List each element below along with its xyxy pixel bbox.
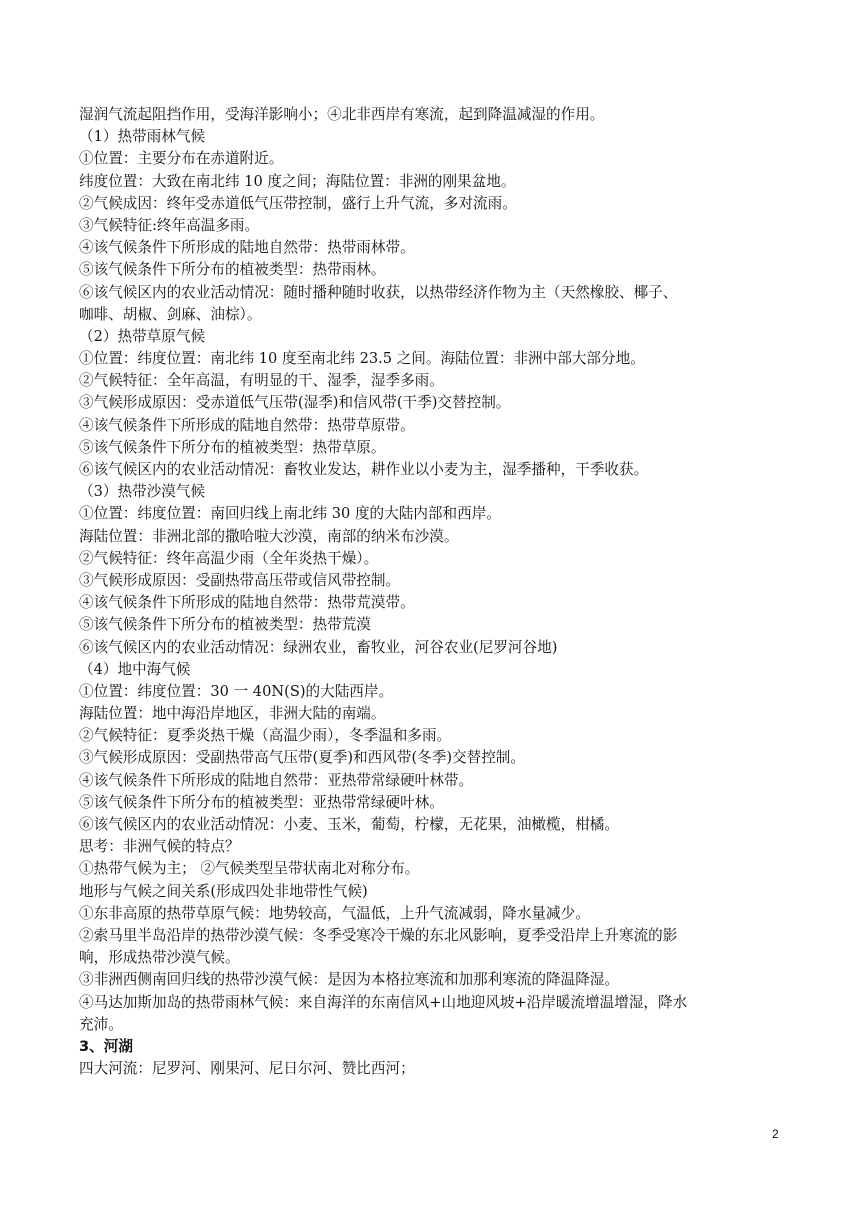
text-line: ③气候形成原因：受副热带高气压带(夏季)和西风带(冬季)交替控制。 (79, 749, 525, 767)
text-line: ①位置：主要分布在赤道附近。 (79, 150, 284, 168)
text-line: ⑤该气候条件下所分布的植被类型：热带草原。 (79, 438, 386, 456)
page-number: 2 (772, 1127, 779, 1141)
text-line: ②气候特征：夏季炎热干燥（高温少雨），冬季温和多雨。 (79, 727, 452, 745)
text-line: 海陆位置：非洲北部的撒哈啦大沙漠，南部的纳米布沙漠。 (79, 527, 459, 545)
section-heading-rivers-lakes: 3、河湖 (79, 1037, 133, 1055)
section-heading-mediterranean: （4）地中海气候 (79, 660, 191, 678)
text-line: ⑤该气候条件下所分布的植被类型：热带荒漠 (79, 616, 371, 634)
text-line: 四大河流：尼罗河、刚果河、尼日尔河、赞比西河； (79, 1060, 415, 1078)
text-line: ①位置：纬度位置：30 一 40N(S)的大陆西岸。 (79, 682, 394, 700)
section-heading-tropical-desert: （3）热带沙漠气候 (79, 483, 206, 501)
text-line: ⑥该气候区内的农业活动情况：绿洲农业，畜牧业，河谷农业(尼罗河谷地) (79, 638, 558, 656)
text-line: 海陆位置：地中海沿岸地区，非洲大陆的南端。 (79, 705, 386, 723)
section-heading-tropical-rainforest: （1）热带雨林气候 (79, 128, 206, 146)
section-heading-tropical-savanna: （2）热带草原气候 (79, 327, 206, 345)
text-line: 纬度位置：大致在南北纬 10 度之间；海陆位置：非洲的刚果盆地。 (79, 172, 516, 190)
text-line: ③气候形成原因：受副热带高压带或信风带控制。 (79, 571, 401, 589)
text-line: ②索马里半岛沿岸的热带沙漠气候：冬季受寒冷干燥的东北风影响，夏季受沿岸上升寒流的影 (79, 926, 678, 944)
text-line: ④马达加斯加岛的热带雨林气候：来自海洋的东南信风+山地迎风坡+沿岸暖流增温增湿，降水 (79, 993, 688, 1011)
text-line: 地形与气候之间关系(形成四处非地带性气候) (79, 882, 368, 900)
text-line: ⑥该气候区内的农业活动情况：畜牧业发达，耕作业以小麦为主，湿季播种，干季收获。 (79, 461, 649, 478)
text-line: ④该气候条件下所形成的陆地自然带：热带草原带。 (79, 416, 415, 434)
question-line: 思考：非洲气候的特点？ (79, 838, 240, 856)
text-line: ⑥该气候区内的农业活动情况：随时播种随时收获，以热带经济作物为主（天然橡胶、椰子、 (79, 283, 678, 301)
text-line: ③气候形成原因：受赤道低气压带(湿季)和信风带(干季)交替控制。 (79, 394, 511, 412)
text-line: ②气候成因：终年受赤道低气压带控制，盛行上升气流，多对流雨。 (79, 194, 517, 212)
text-line: ⑥该气候区内的农业活动情况：小麦、玉米，葡萄，柠檬，无花果，油橄榄，柑橘。 (79, 816, 619, 833)
text-line: ②气候特征：全年高温，有明显的干、湿季，湿季多雨。 (79, 372, 444, 390)
text-line: 湿润气流起阻挡作用，受海洋影响小；④北非西岸有寒流，起到降温减湿的作用。 (79, 106, 605, 123)
document-body (79, 104, 799, 1080)
text-line: ⑤该气候条件下所分布的植被类型：亚热带常绿硬叶林。 (79, 793, 444, 811)
text-line: ①热带气候为主； ②气候类型呈带状南北对称分布。 (79, 860, 420, 878)
text-line: ④该气候条件下所形成的陆地自然带：热带荒漠带。 (79, 594, 415, 612)
text-line: 充沛。 (79, 1015, 123, 1033)
text-line: 咖啡、胡椒、剑麻、油棕）。 (79, 305, 262, 323)
text-line: ①东非高原的热带草原气候：地势较高，气温低，上升气流减弱，降水量减少。 (79, 904, 590, 922)
text-line: ⑤该气候条件下所分布的植被类型：热带雨林。 (79, 261, 386, 279)
text-line: 响，形成热带沙漠气候。 (79, 949, 240, 967)
text-line: ②气候特征：终年高温少雨（全年炎热干燥）。 (79, 549, 379, 567)
text-line: ④该气候条件下所形成的陆地自然带：亚热带常绿硬叶林带。 (79, 771, 474, 789)
text-line: ①位置：纬度位置：南回归线上南北纬 30 度的大陆内部和西岸。 (79, 505, 501, 523)
text-line: ③气候特征:终年高温多雨。 (79, 216, 260, 234)
text-line: ④该气候条件下所形成的陆地自然带：热带雨林带。 (79, 239, 415, 257)
text-line: ①位置：纬度位置：南北纬 10 度至南北纬 23.5 之间。海陆位置：非洲中部大部分地。 (79, 350, 645, 368)
text-line: ③非洲西侧南回归线的热带沙漠气候：是因为本格拉寒流和加那利寒流的降温降湿。 (79, 971, 619, 989)
